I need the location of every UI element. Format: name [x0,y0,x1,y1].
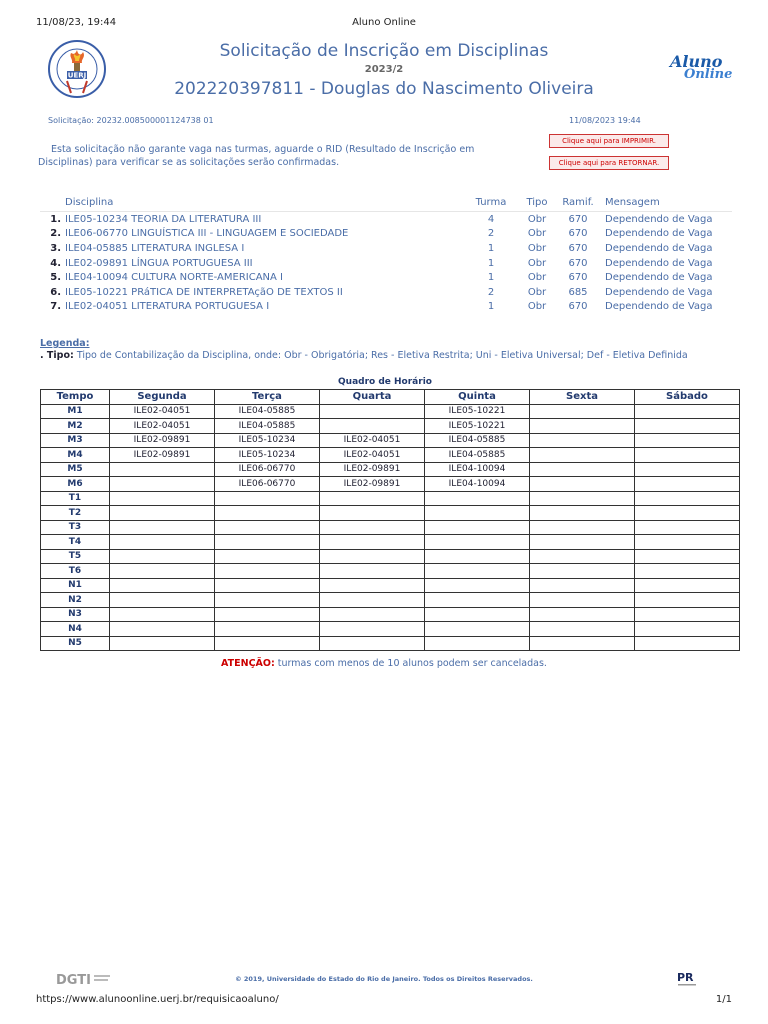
schedule-row [41,622,740,637]
schedule-cell [635,433,740,448]
schedule-cell [110,462,215,477]
schedule-cell [530,535,635,550]
row-discipline: ILE02-04051 LITERATURA PORTUGUESA I [65,301,270,313]
student-name: 202220397811 - Douglas do Nascimento Oliveira [174,79,594,99]
schedule-header-row [41,390,740,405]
copyright: © 2019, Universidade do Estado do Rio de Janeiro. Todos os Direitos Reservados. [235,975,533,983]
schedule-cell: ILE05-10221 [425,404,530,419]
legend-prefix: . Tipo: [40,350,74,361]
row-class: 1 [487,301,495,313]
schedule-cell [320,607,425,622]
row-branch: 670 [568,213,588,225]
schedule-cell: ILE02-09891 [110,448,215,463]
svg-text:DGTI: DGTI [56,973,91,988]
schedule-cell: ILE04-10094 [425,462,530,477]
schedule-cell [425,520,530,535]
schedule-cell [425,549,530,564]
schedule-cell [215,506,320,521]
row-discipline: ILE05-10234 TEORIA DA LITERATURA III [65,213,262,225]
schedule-time-slot: N4 [41,622,110,637]
schedule-cell [530,520,635,535]
schedule-cell [635,578,740,593]
legend-description: Tipo de Contabilização da Disciplina, onde: Obr - Obrigatória; Res - Eletiva Restrita; Uni - Eletiva Universal; Def - Eletiva Definida [76,350,688,361]
schedule-time-slot: M1 [41,404,110,419]
brand-line2: Online [684,67,733,82]
schedule-cell [110,520,215,535]
row-discipline: ILE04-05885 LITERATURA INGLESA I [65,242,245,254]
legend-title: Legenda: [40,338,90,349]
semester: 2023/2 [364,64,404,75]
schedule-time-slot: M3 [41,433,110,448]
schedule-time-slot: M4 [41,448,110,463]
print-url: https://www.alunoonline.uerj.br/requisicaoaluno/ [36,994,279,1005]
pr-logo [676,968,700,990]
table-row [40,212,732,227]
schedule-cell: ILE04-05885 [425,433,530,448]
schedule-cell [530,491,635,506]
back-button[interactable]: Clique aqui para RETORNAR. [549,156,669,170]
attention-label: ATENÇÃO: [221,658,275,669]
row-class: 2 [487,286,495,298]
schedule-row [41,462,740,477]
schedule-row [41,404,740,419]
row-class: 1 [487,242,495,254]
schedule-cell [530,636,635,651]
legend-text [40,350,732,362]
row-branch: 670 [568,301,588,313]
table-row [40,300,732,315]
table-row [40,285,732,300]
col-class: Turma [465,193,517,212]
row-message: Dependendo de Vaga [605,301,713,313]
schedule-col-header: Segunda [110,390,215,405]
schedule-row [41,419,740,434]
schedule-time-slot: M6 [41,477,110,492]
schedule-time-slot: T3 [41,520,110,535]
row-type: Obr [527,257,547,269]
page-count: 1/1 [715,994,732,1005]
schedule-cell: ILE05-10221 [425,419,530,434]
schedule-cell [110,607,215,622]
schedule-cell [215,578,320,593]
request-id: Solicitação: 20232.008500001124738 01 [48,116,214,125]
schedule-cell [110,506,215,521]
schedule-cell [425,636,530,651]
schedule-row [41,520,740,535]
schedule-time-slot: T6 [41,564,110,579]
row-discipline: ILE04-10094 CULTURA NORTE-AMERICANA I [65,272,283,284]
row-discipline: ILE02-09891 LÍNGUA PORTUGUESA III [65,257,253,269]
table-row [40,256,732,271]
schedule-cell [530,419,635,434]
schedule-cell [635,448,740,463]
schedule-cell [530,593,635,608]
schedule-cell [215,535,320,550]
schedule-cell [425,622,530,637]
schedule-cell: ILE04-05885 [215,419,320,434]
schedule-cell [320,419,425,434]
row-message: Dependendo de Vaga [605,228,713,240]
schedule-cell [635,506,740,521]
schedule-cell [425,593,530,608]
schedule-cell [635,636,740,651]
table-header-row [40,193,732,212]
schedule-cell [425,506,530,521]
schedule-cell [635,622,740,637]
schedule-cell [215,593,320,608]
row-branch: 685 [568,286,588,298]
schedule-cell: ILE02-09891 [320,477,425,492]
schedule-cell [530,564,635,579]
schedule-cell [530,477,635,492]
table-row [40,270,732,285]
row-number: 1. [50,213,61,225]
schedule-cell [215,549,320,564]
row-message: Dependendo de Vaga [605,286,713,298]
legend [40,338,732,362]
table-row [40,227,732,242]
row-message: Dependendo de Vaga [605,272,713,284]
schedule-cell [320,564,425,579]
schedule-cell [425,607,530,622]
schedule-row [41,448,740,463]
schedule-cell: ILE05-10234 [215,433,320,448]
schedule-cell [635,462,740,477]
row-type: Obr [527,272,547,284]
schedule-cell: ILE04-10094 [425,477,530,492]
schedule-cell [530,506,635,521]
col-discipline: Disciplina [65,193,465,212]
schedule-cell: ILE02-09891 [110,433,215,448]
svg-text:PR: PR [677,971,694,984]
schedule-cell: ILE02-04051 [110,419,215,434]
schedule-row [41,491,740,506]
schedule-cell: ILE04-05885 [425,448,530,463]
schedule-cell [635,564,740,579]
print-header [0,17,768,31]
schedule-time-slot: M2 [41,419,110,434]
schedule-cell [110,535,215,550]
schedule-cell [635,419,740,434]
schedule-cell [635,607,740,622]
schedule-cell [425,564,530,579]
print-button[interactable]: Clique aqui para IMPRIMIR. [549,134,669,148]
schedule-cell [110,491,215,506]
schedule-col-header: Sábado [635,390,740,405]
schedule-cell: ILE06-06770 [215,477,320,492]
schedule-cell [425,535,530,550]
schedule-cell [635,404,740,419]
row-class: 2 [487,228,495,240]
row-number: 5. [50,272,61,284]
col-type: Tipo [517,193,557,212]
row-type: Obr [527,301,547,313]
row-branch: 670 [568,257,588,269]
schedule-cell [215,520,320,535]
schedule-cell [530,622,635,637]
schedule-cell: ILE06-06770 [215,462,320,477]
schedule-col-header: Terça [215,390,320,405]
row-message: Dependendo de Vaga [605,213,713,225]
schedule-cell [320,491,425,506]
schedule-row [41,607,740,622]
schedule-cell: ILE02-04051 [320,433,425,448]
schedule-cell [530,433,635,448]
row-branch: 670 [568,242,588,254]
row-number: 7. [50,301,61,313]
schedule-table [40,389,740,651]
schedule-row [41,535,740,550]
schedule-cell [320,622,425,637]
schedule-time-slot: N3 [41,607,110,622]
schedule-time-slot: T5 [41,549,110,564]
schedule-cell [110,549,215,564]
schedule-time-slot: T2 [41,506,110,521]
svg-text:UERJ: UERJ [67,71,87,80]
course-table [40,193,732,314]
schedule-cell [320,578,425,593]
print-title: Aluno Online [352,17,416,28]
schedule-cell: ILE02-04051 [320,448,425,463]
row-branch: 670 [568,272,588,284]
aluno-online-logo [662,52,734,88]
schedule-col-header: Tempo [41,390,110,405]
schedule-row [41,506,740,521]
row-type: Obr [527,286,547,298]
schedule-cell [320,404,425,419]
schedule-time-slot: N5 [41,636,110,651]
schedule-time-slot: T1 [41,491,110,506]
schedule-cell [110,477,215,492]
page-title: Solicitação de Inscrição em Disciplinas [219,41,549,61]
schedule-cell [635,593,740,608]
row-type: Obr [527,228,547,240]
row-message: Dependendo de Vaga [605,242,713,254]
schedule-time-slot: T4 [41,535,110,550]
col-branch: Ramif. [557,193,599,212]
schedule-time-slot: N2 [41,593,110,608]
schedule-cell [110,636,215,651]
schedule-row [41,578,740,593]
schedule-cell [215,564,320,579]
schedule-cell [425,491,530,506]
schedule-cell [530,462,635,477]
row-number: 4. [50,257,61,269]
row-branch: 670 [568,228,588,240]
schedule-cell: ILE02-04051 [110,404,215,419]
notice-text: Esta solicitação não garante vaga nas turmas, aguarde o RID (Resultado de Inscrição em Disciplinas) para verificar se as solicitações serão confirmadas. [38,144,475,168]
schedule-row [41,636,740,651]
table-row [40,241,732,256]
schedule-cell [215,491,320,506]
schedule-caption: Quadro de Horário [338,377,432,387]
schedule-cell [215,607,320,622]
schedule-cell [425,578,530,593]
schedule-cell [635,491,740,506]
schedule-time-slot: M5 [41,462,110,477]
schedule-cell [320,636,425,651]
schedule-cell [635,520,740,535]
schedule-cell: ILE02-09891 [320,462,425,477]
schedule-cell [320,535,425,550]
schedule-cell [110,593,215,608]
schedule-cell [530,448,635,463]
schedule-row [41,433,740,448]
schedule-row [41,477,740,492]
row-number: 6. [50,286,61,298]
schedule-cell [215,636,320,651]
schedule-col-header: Sexta [530,390,635,405]
schedule-cell [530,549,635,564]
schedule-col-header: Quarta [320,390,425,405]
row-message: Dependendo de Vaga [605,257,713,269]
row-number: 2. [50,228,61,240]
schedule-cell: ILE05-10234 [215,448,320,463]
row-class: 4 [487,213,495,225]
row-discipline: ILE06-06770 LINGUÍSTICA III - LINGUAGEM E SOCIEDADE [65,228,349,240]
schedule-cell [110,578,215,593]
schedule-cell [320,506,425,521]
schedule-row [41,564,740,579]
schedule-col-header: Quinta [425,390,530,405]
col-number [40,193,65,212]
attention-note [0,658,768,669]
schedule-cell [635,535,740,550]
schedule-row [41,593,740,608]
schedule-cell [215,622,320,637]
schedule-cell [530,607,635,622]
row-type: Obr [527,242,547,254]
request-datetime: 11/08/2023 19:44 [569,116,641,125]
attention-text: turmas com menos de 10 alunos podem ser canceladas. [274,658,547,669]
schedule-cell [635,477,740,492]
row-type: Obr [527,213,547,225]
print-date: 11/08/23, 19:44 [36,17,117,28]
schedule-row [41,549,740,564]
schedule-cell [320,549,425,564]
col-message: Mensagem [599,193,732,212]
schedule-cell [530,578,635,593]
row-discipline: ILE05-10221 PRáTICA DE INTERPRETAçãO DE TEXTOS II [65,286,343,298]
uerj-logo [45,39,109,99]
schedule-cell [320,520,425,535]
brand-line1: Aluno [670,52,723,71]
row-class: 1 [487,257,495,269]
row-class: 1 [487,272,495,284]
schedule-cell: ILE04-05885 [215,404,320,419]
schedule-cell [110,564,215,579]
schedule-time-slot: N1 [41,578,110,593]
schedule-cell [110,622,215,637]
title-block [140,40,628,100]
row-number: 3. [50,242,61,254]
schedule-cell [635,549,740,564]
schedule-cell [530,404,635,419]
schedule-cell [320,593,425,608]
